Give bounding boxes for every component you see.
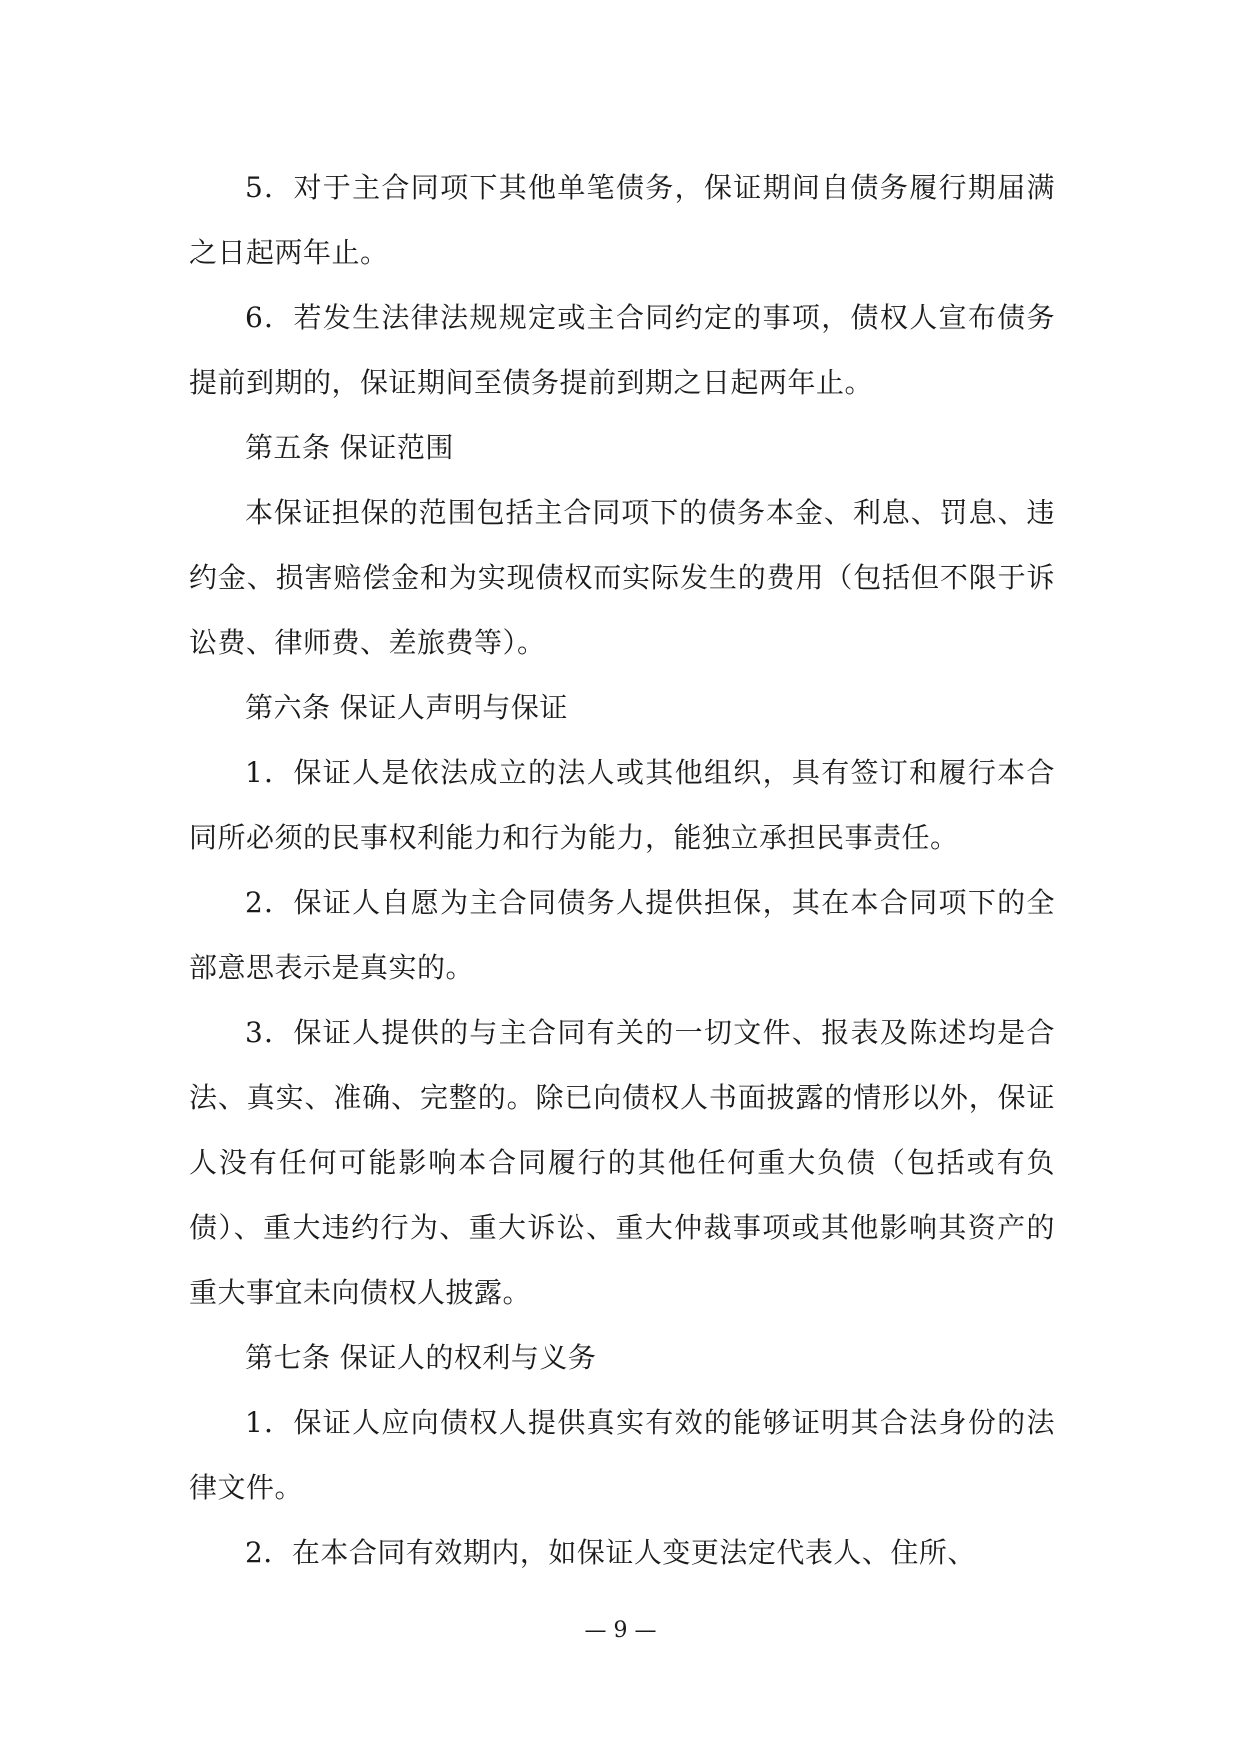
page-number: — 9 — [584,1618,657,1643]
paragraph-rights-2: 2．在本合同有效期内，如保证人变更法定代表人、住所、 [245,1536,976,1569]
paragraph-clause-5: 5．对于主合同项下其他单笔债务，保证期间自债务履行期届满之日起两年止。 [189,171,1055,269]
paragraph-guarantee-scope: 本保证担保的范围包括主合同项下的债务本金、利息、罚息、违约金、损害赔偿金和为实现债权而实际发生的费用（包括但不限于诉讼费、律师费、差旅费等）。 [189,496,1055,659]
document-body [189,155,1055,1585]
paragraph-declaration-1: 1．保证人是依法成立的法人或其他组织，具有签订和履行本合同所必须的民事权利能力和行为能力，能独立承担民事责任。 [189,756,1055,854]
article-5-heading: 第五条 保证范围 [245,431,454,464]
paragraph-declaration-3: 3．保证人提供的与主合同有关的一切文件、报表及陈述均是合法、真实、准确、完整的。除已向债权人书面披露的情形以外，保证人没有任何可能影响本合同履行的其他任何重大负债（包括或有负债）、重大违约行为、重大诉讼、重大仲裁事项或其他影响其资产的重大事宜未向债权人披露。 [189,1016,1055,1309]
article-6-heading: 第六条 保证人声明与保证 [245,691,568,724]
paragraph-clause-6: 6．若发生法律法规规定或主合同约定的事项，债权人宣布债务提前到期的，保证期间至债务提前到期之日起两年止。 [189,301,1055,399]
paragraph-declaration-2: 2．保证人自愿为主合同债务人提供担保，其在本合同项下的全部意思表示是真实的。 [189,886,1055,984]
paragraph-rights-1: 1．保证人应向债权人提供真实有效的能够证明其合法身份的法律文件。 [189,1406,1055,1504]
article-7-heading: 第七条 保证人的权利与义务 [245,1341,597,1374]
